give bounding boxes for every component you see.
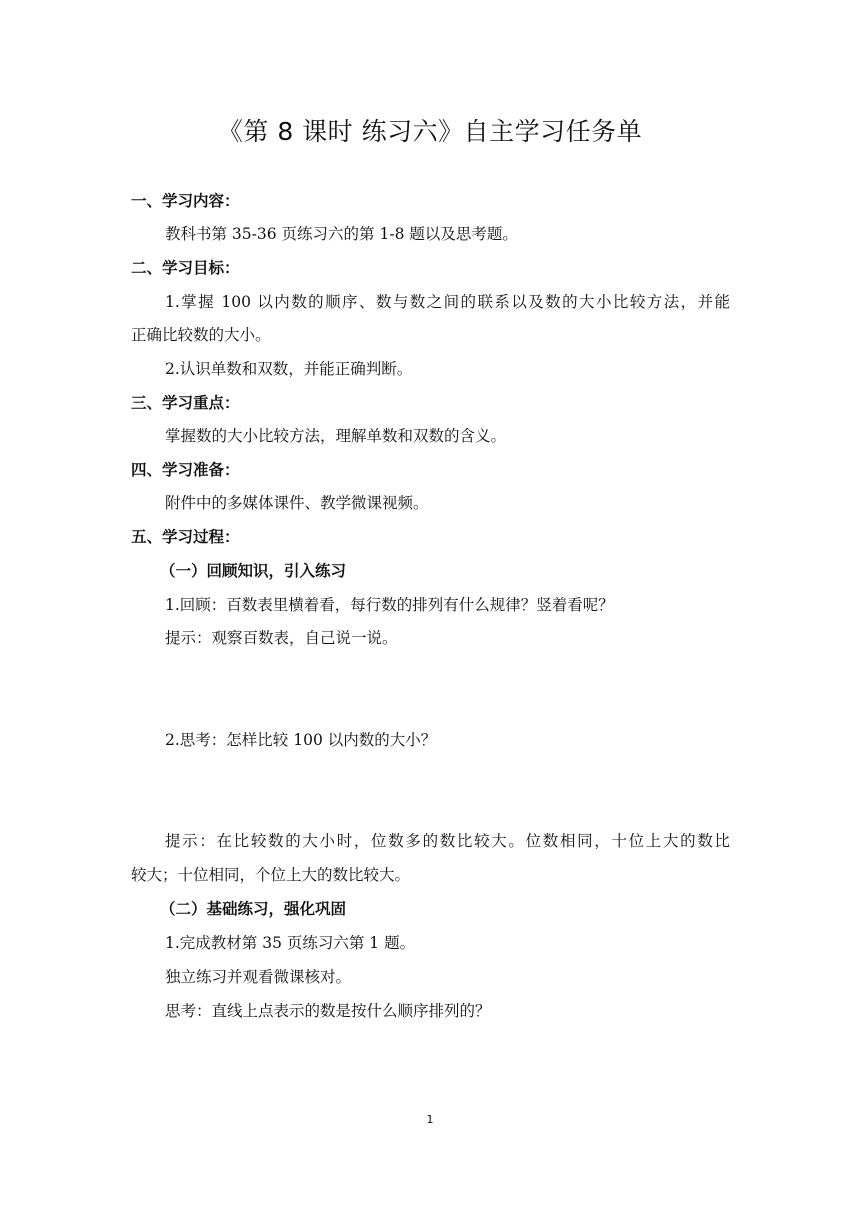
goal-item-1-line-2: 正确比较数的大小。 [131,326,271,344]
part-2-heading: （二）基础练习，强化巩固 [160,900,347,918]
part-2-question-1-note: 独立练习并观看微课核对。 [165,968,352,986]
part-2-question-1-think: 思考：直线上点表示的数是按什么顺序排列的？ [165,1002,491,1020]
preparation-text: 附件中的多媒体课件、教学微课视频。 [165,494,429,512]
part-1-question-1: 1.回顾：百数表里横着看，每行数的排列有什么规律？竖着看呢？ [165,596,614,614]
part-1-question-2-hint-line-2: 较大；十位相同，个位上大的数比较大。 [131,866,411,884]
section-heading-preparation: 四、学习准备： [131,461,240,479]
focus-text: 掌握数的大小比较方法，理解单数和双数的含义。 [165,427,507,445]
section-heading-process: 五、学习过程： [131,528,240,546]
section-heading-focus: 三、学习重点： [131,394,240,412]
part-1-question-2-hint-line-1: 提示：在比较数的大小时，位数多的数比较大。位数相同，十位上大的数比 [165,832,730,850]
content-text: 教科书第 35-36 页练习六的第 1-8 题以及思考题。 [165,225,518,243]
goal-item-1-line-1: 1.掌握 100 以内数的顺序、数与数之间的联系以及数的大小比较方法，并能 [165,293,730,311]
section-heading-goals: 二、学习目标： [131,259,240,277]
part-1-heading: （一）回顾知识，引入练习 [160,562,347,580]
goal-item-2: 2.认识单数和双数，并能正确判断。 [165,360,413,378]
part-1-question-2: 2.思考：怎样比较 100 以内数的大小？ [165,731,437,749]
page-number: 1 [426,1113,434,1126]
part-1-question-1-hint: 提示：观察百数表，自己说一说。 [165,629,398,647]
section-heading-content: 一、学习内容： [131,192,240,210]
document-title: 《第 8 课时 练习六》自主学习任务单 [217,117,643,146]
part-2-question-1: 1.完成教材第 35 页练习六第 1 题。 [165,934,416,952]
